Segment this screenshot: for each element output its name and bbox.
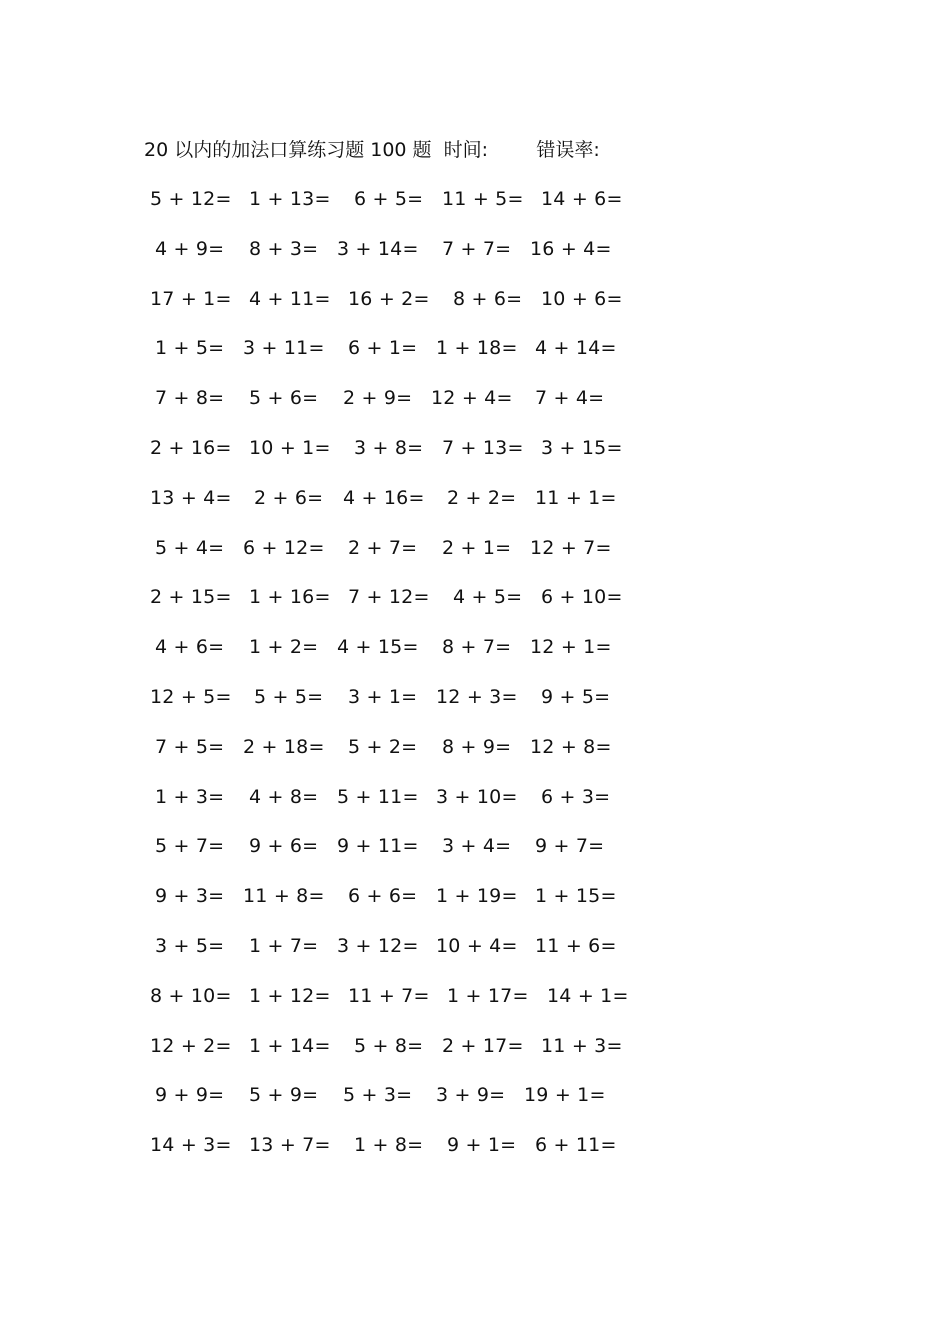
problem-item: 3 + 9= [436, 1084, 506, 1106]
problem-item: 1 + 18= [436, 337, 518, 359]
problem-item: 12 + 1= [530, 636, 612, 658]
problem-item: 3 + 8= [354, 437, 424, 459]
problem-item: 5 + 6= [249, 387, 319, 409]
problem-item: 4 + 15= [337, 636, 419, 658]
problem-item: 4 + 8= [249, 786, 319, 808]
problem-item: 5 + 12= [150, 188, 232, 210]
problem-item: 11 + 1= [535, 487, 617, 509]
problem-item: 16 + 4= [530, 238, 612, 260]
problem-item: 5 + 3= [343, 1084, 413, 1106]
problem-item: 3 + 1= [348, 686, 418, 708]
problem-item: 2 + 6= [254, 487, 324, 509]
problem-item: 11 + 6= [535, 935, 617, 957]
problem-item: 1 + 12= [249, 985, 331, 1007]
problem-item: 5 + 11= [337, 786, 419, 808]
problem-item: 6 + 1= [348, 337, 418, 359]
problem-item: 17 + 1= [150, 288, 232, 310]
problem-item: 6 + 10= [541, 586, 623, 608]
problem-item: 13 + 4= [150, 487, 232, 509]
problem-item: 4 + 5= [453, 586, 523, 608]
problem-item: 3 + 10= [436, 786, 518, 808]
problem-item: 14 + 1= [547, 985, 629, 1007]
problem-item: 6 + 12= [243, 537, 325, 559]
problem-item: 14 + 6= [541, 188, 623, 210]
problem-item: 6 + 6= [348, 885, 418, 907]
problem-item: 5 + 2= [348, 736, 418, 758]
problem-item: 9 + 1= [447, 1134, 517, 1156]
problem-item: 11 + 3= [541, 1035, 623, 1057]
problem-item: 10 + 4= [436, 935, 518, 957]
problem-item: 9 + 5= [541, 686, 611, 708]
problem-item: 8 + 9= [442, 736, 512, 758]
problem-item: 7 + 12= [348, 586, 430, 608]
problem-item: 2 + 18= [243, 736, 325, 758]
problem-item: 4 + 6= [155, 636, 225, 658]
problem-item: 6 + 11= [535, 1134, 617, 1156]
problem-item: 2 + 1= [442, 537, 512, 559]
problem-item: 9 + 11= [337, 835, 419, 857]
problem-item: 9 + 3= [155, 885, 225, 907]
problem-item: 1 + 3= [155, 786, 225, 808]
problem-item: 11 + 7= [348, 985, 430, 1007]
problem-item: 10 + 1= [249, 437, 331, 459]
problem-item: 1 + 16= [249, 586, 331, 608]
problem-item: 16 + 2= [348, 288, 430, 310]
problem-item: 3 + 5= [155, 935, 225, 957]
problem-item: 7 + 5= [155, 736, 225, 758]
problem-item: 2 + 15= [150, 586, 232, 608]
problem-item: 3 + 12= [337, 935, 419, 957]
problem-item: 12 + 3= [436, 686, 518, 708]
problem-item: 1 + 17= [447, 985, 529, 1007]
problem-item: 8 + 6= [453, 288, 523, 310]
problem-item: 7 + 7= [442, 238, 512, 260]
problem-item: 19 + 1= [524, 1084, 606, 1106]
problem-item: 5 + 9= [249, 1084, 319, 1106]
problem-item: 7 + 8= [155, 387, 225, 409]
problem-item: 11 + 5= [442, 188, 524, 210]
problem-item: 6 + 5= [354, 188, 424, 210]
problem-item: 3 + 11= [243, 337, 325, 359]
problem-item: 5 + 5= [254, 686, 324, 708]
problem-item: 1 + 7= [249, 935, 319, 957]
problem-item: 4 + 14= [535, 337, 617, 359]
problem-item: 1 + 19= [436, 885, 518, 907]
problem-item: 7 + 13= [442, 437, 524, 459]
problem-item: 12 + 8= [530, 736, 612, 758]
problem-item: 5 + 8= [354, 1035, 424, 1057]
problem-item: 8 + 3= [249, 238, 319, 260]
problem-item: 3 + 4= [442, 835, 512, 857]
problem-item: 2 + 7= [348, 537, 418, 559]
problem-item: 9 + 7= [535, 835, 605, 857]
problem-item: 10 + 6= [541, 288, 623, 310]
problem-item: 2 + 17= [442, 1035, 524, 1057]
problem-item: 8 + 7= [442, 636, 512, 658]
problem-item: 2 + 16= [150, 437, 232, 459]
problem-item: 12 + 5= [150, 686, 232, 708]
problem-item: 6 + 3= [541, 786, 611, 808]
problem-item: 7 + 4= [535, 387, 605, 409]
page-title: 20 以内的加法口算练习题 100 题 时间: 错误率: [144, 139, 600, 161]
problem-item: 4 + 11= [249, 288, 331, 310]
problem-item: 12 + 4= [431, 387, 513, 409]
problem-item: 4 + 9= [155, 238, 225, 260]
problem-item: 8 + 10= [150, 985, 232, 1007]
problem-item: 2 + 9= [343, 387, 413, 409]
problem-item: 9 + 9= [155, 1084, 225, 1106]
problem-item: 1 + 5= [155, 337, 225, 359]
problem-item: 2 + 2= [447, 487, 517, 509]
problem-item: 5 + 4= [155, 537, 225, 559]
problem-item: 12 + 2= [150, 1035, 232, 1057]
problem-item: 13 + 7= [249, 1134, 331, 1156]
problem-item: 14 + 3= [150, 1134, 232, 1156]
problem-item: 1 + 8= [354, 1134, 424, 1156]
problem-item: 1 + 13= [249, 188, 331, 210]
problem-item: 3 + 14= [337, 238, 419, 260]
problem-item: 1 + 15= [535, 885, 617, 907]
problem-item: 9 + 6= [249, 835, 319, 857]
problem-item: 5 + 7= [155, 835, 225, 857]
problem-item: 11 + 8= [243, 885, 325, 907]
problem-item: 4 + 16= [343, 487, 425, 509]
problem-item: 3 + 15= [541, 437, 623, 459]
problem-item: 1 + 14= [249, 1035, 331, 1057]
problem-item: 12 + 7= [530, 537, 612, 559]
problem-item: 1 + 2= [249, 636, 319, 658]
